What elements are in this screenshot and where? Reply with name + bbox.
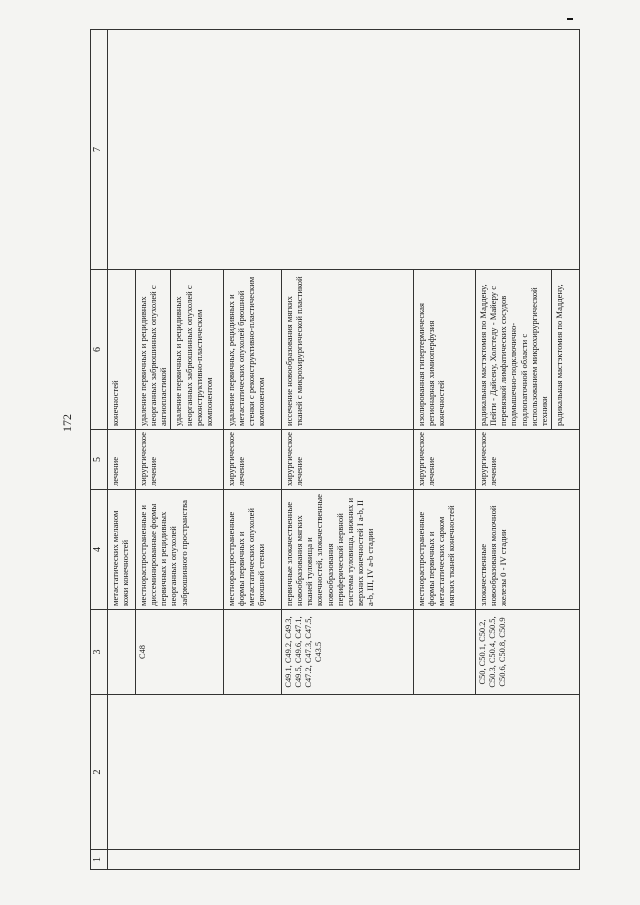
rotated-table-wrapper <box>90 30 580 870</box>
cell-col7 <box>108 30 580 270</box>
cell-codes: C49.1, C49.2, C49.3, C49.5, C49.6, C47.1, C47.2, C47.3, C47.5, C43.5 <box>282 610 414 695</box>
col-header-3: 3 <box>91 610 108 695</box>
cell-model: первичные злокачественные новообразования мягких тканей туловища и конечностей, злокачественные новообразования периферической нервной системы туловища, нижних и верхних конечностей I a-b, II a-b, III, IV a-b стадии <box>282 490 414 610</box>
col-header-2: 2 <box>91 695 108 850</box>
cell-model: метастатических меланом кожи конечностей <box>108 490 136 610</box>
cell-method: иссечение новообразования мягких тканей с микрохирургической пластикой <box>282 270 414 430</box>
cell-treatment: хирургическое лечение <box>414 430 476 490</box>
col-header-4: 4 <box>91 490 108 610</box>
cell-codes <box>414 610 476 695</box>
cell-model: местнораспространенные и диссеминированные формы первичных и рецидивных неорганных опухолей забрюшинного пространства <box>136 490 224 610</box>
scan-mark <box>567 18 573 20</box>
treatment-table <box>90 29 580 870</box>
table-row <box>108 30 136 870</box>
cell-treatment: хирургическое лечение <box>282 430 414 490</box>
col-header-7: 7 <box>91 30 108 270</box>
method-item: удаление первичных и рецидивных неорганных забрюшинных опухолей с ангиопластикой <box>138 285 169 426</box>
cell-model: злокачественные новообразования молочной железы 0 - IV стадии <box>476 490 580 610</box>
cell-treatment: хирургическое лечение <box>476 430 580 490</box>
cell-col1 <box>108 850 580 870</box>
cell-method <box>476 270 580 430</box>
col-header-5: 5 <box>91 430 108 490</box>
col-header-1: 1 <box>91 850 108 870</box>
cell-method: изолированная гипертермическая регионарная химиоперфузия конечностей <box>414 270 476 430</box>
cell-model: местнораспространенные формы первичных и метастатических опухолей брюшной стенки <box>224 490 282 610</box>
cell-codes <box>224 610 282 695</box>
method-item: удаление первичных и рецидивных неорганных забрюшинных опухолей с реконструктивно-пластическим компонентом <box>170 270 214 429</box>
cell-method: конечностей <box>108 270 136 430</box>
header-row <box>91 30 108 870</box>
cell-method: удаление первичных, рецидивных и метастатических опухолей брюшной стенки с реконструктивно-пластическим компонентом <box>224 270 282 430</box>
cell-treatment: хирургическое лечение <box>136 430 224 490</box>
cell-col2 <box>108 695 580 850</box>
cell-codes: C48 <box>136 610 224 695</box>
cell-method <box>136 270 224 430</box>
cell-codes: C50, C50.1, C50.2, C50.3, C50.4, C50.5, C50.6, C50.8, C50.9 <box>476 610 580 695</box>
method-item: радикальная мастэктомия по Маддену, <box>551 270 564 429</box>
cell-treatment: лечение <box>108 430 136 490</box>
col-header-6: 6 <box>91 270 108 430</box>
cell-codes <box>108 610 136 695</box>
page-number: 172 <box>60 414 74 432</box>
cell-treatment: хирургическое лечение <box>224 430 282 490</box>
cell-model: местнораспространенные формы первичных и метастатических сарком мягких тканей конечностей <box>414 490 476 610</box>
method-item: радикальная мастэктомия по Маддену, Пейти - Дайсену, Холстеду - Майеру с перевязкой лимфатических сосудов подмышечно-подключично-подлопаточной области с использованием микрохирургической техники <box>478 284 549 426</box>
